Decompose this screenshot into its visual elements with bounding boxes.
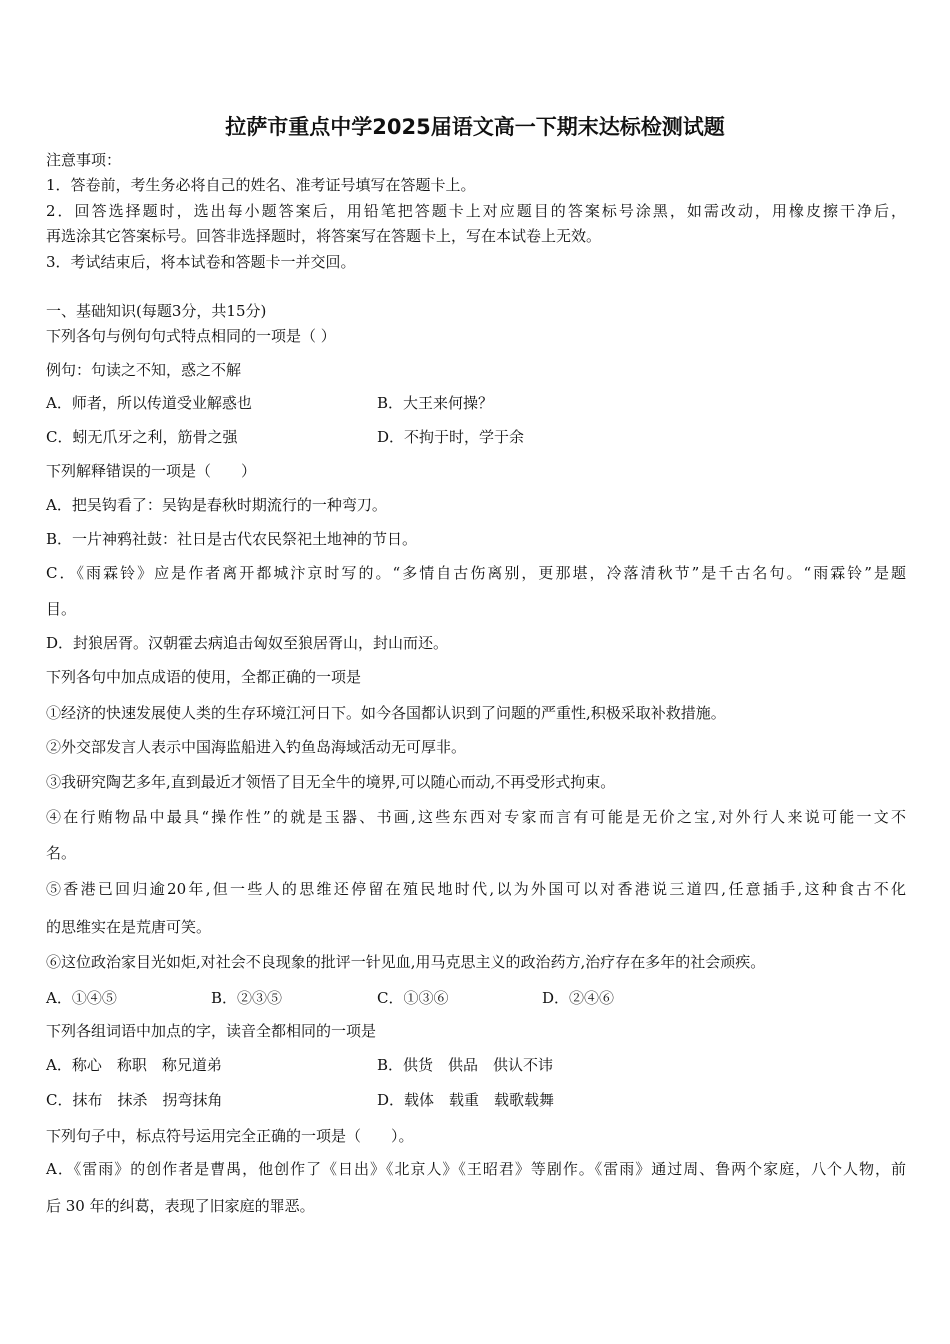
option-c: C．抹布 抹杀 拐弯抹角 <box>46 1091 223 1109</box>
option-d: D．②④⑥ <box>542 989 615 1007</box>
option-line: 后 30 年的纠葛，表现了旧家庭的罪恶。 <box>46 1197 315 1215</box>
note-item: 1．答卷前，考生务必将自己的姓名、准考证号填写在答题卡上。 <box>46 176 476 194</box>
option-a: A．称心 称职 称兄道弟 <box>46 1056 222 1074</box>
option-d: D．载体 载重 载歌载舞 <box>377 1091 555 1109</box>
note-item: 3．考试结束后，将本试卷和答题卡一并交回。 <box>46 253 356 271</box>
sentence-line: ④在行贿物品中最具“操作性”的就是玉器、书画,这些东西对专家而言有可能是无价之宝,对外行人来说可能一文不 <box>46 808 906 826</box>
sentence-line: ②外交部发言人表示中国海监船进入钓鱼岛海域活动无可厚非。 <box>46 738 467 756</box>
option-d: D．不拘于时，学于余 <box>377 428 525 446</box>
option-b: B．②③⑤ <box>211 989 283 1007</box>
option-line: B．一片神鸦社鼓：社日是古代农民祭祀土地神的节日。 <box>46 530 418 548</box>
sentence-line: 名。 <box>46 844 77 862</box>
option-line: A．把吴钩看了：吴钩是春秋时期流行的一种弯刀。 <box>46 496 387 514</box>
option-b: B．供货 供品 供认不讳 <box>377 1056 554 1074</box>
question-stem: 下列各句中加点成语的使用，全都正确的一项是 <box>46 668 362 686</box>
sentence-line: 的思维实在是荒唐可笑。 <box>46 918 212 936</box>
question-stem: 下列句子中，标点符号运用完全正确的一项是（ ）。 <box>46 1127 414 1145</box>
note-item: 2．回答选择题时，选出每小题答案后，用铅笔把答题卡上对应题目的答案标号涂黑，如需改动，用橡皮擦干净后， <box>46 202 906 220</box>
note-item: 再选涂其它答案标号。回答非选择题时，将答案写在答题卡上，写在本试卷上无效。 <box>46 227 602 245</box>
option-line: D．封狼居胥。汉朝霍去病追击匈奴至狼居胥山，封山而还。 <box>46 634 449 652</box>
sentence-line: ⑥这位政治家目光如炬,对社会不良现象的批评一针见血,用马克思主义的政治药方,治疗存在多年的社会顽疾。 <box>46 953 766 971</box>
sentence-line: ①经济的快速发展使人类的生存环境江河日下。如今各国都认识到了问题的严重性,积极采取补救措施。 <box>46 704 726 722</box>
question-stem: 下列解释错误的一项是（ ） <box>46 462 257 480</box>
option-a: A．师者，所以传道受业解惑也 <box>46 394 252 412</box>
option-a: A．①④⑤ <box>46 989 117 1007</box>
question-stem: 下列各句与例句句式特点相同的一项是（ ） <box>46 327 336 345</box>
notes-heading: 注意事项： <box>46 151 122 169</box>
document-title: 拉萨市重点中学2025届语文高一下期末达标检测试题 <box>225 115 725 139</box>
section-heading: 一、基础知识(每题3分，共15分) <box>46 302 267 320</box>
option-line: A．《雷雨》的创作者是曹禺，他创作了《日出》《北京人》《王昭君》等剧作。《雷雨》通过周、鲁两个家庭，八个人物，前 <box>46 1160 906 1178</box>
sentence-line: ⑤香港已回归逾20年,但一些人的思维还停留在殖民地时代,以为外国可以对香港说三道四,任意插手,这种食古不化 <box>46 880 906 898</box>
option-line: C．《雨霖铃》应是作者离开都城汴京时写的。“多情自古伤离别，更那堪，冷落清秋节”是千古名句。“雨霖铃”是题 <box>46 564 906 582</box>
option-line: 目。 <box>46 600 77 618</box>
option-c: C．①③⑥ <box>377 989 449 1007</box>
question-stem: 下列各组词语中加点的字，读音全都相同的一项是 <box>46 1022 377 1040</box>
option-b: B．大王来何操？ <box>377 394 494 412</box>
example-sentence: 例句：句读之不知，惑之不解 <box>46 361 242 379</box>
option-c: C．蚓无爪牙之利，筋骨之强 <box>46 428 238 446</box>
sentence-line: ③我研究陶艺多年,直到最近才领悟了目无全牛的境界,可以随心而动,不再受形式拘束。 <box>46 773 616 791</box>
